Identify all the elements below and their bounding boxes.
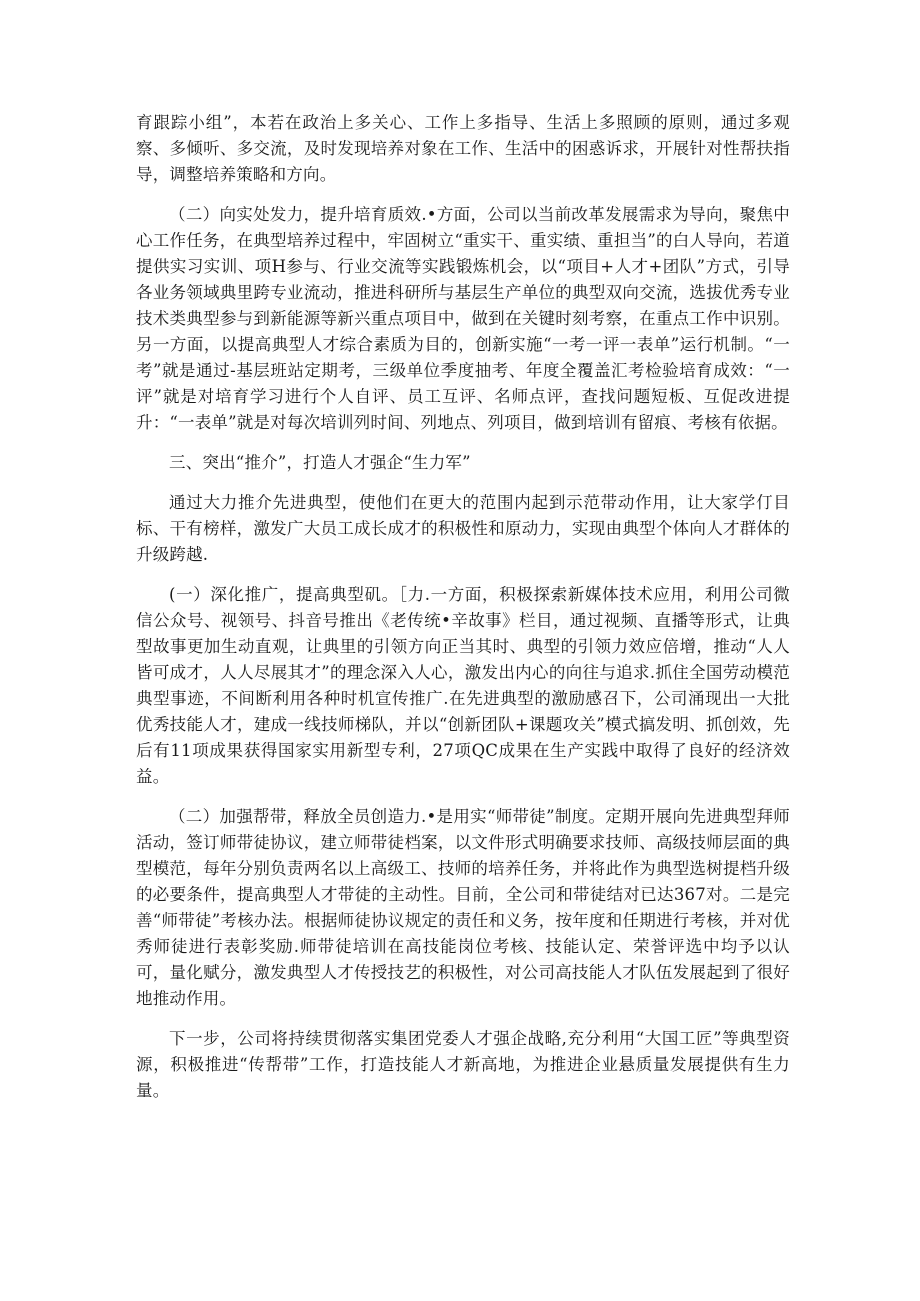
paragraph-next-step: 下一步，公司将持续贯彻落实集团党委人才强企战略,充分利用“大国工匠”等典型资源，积极推进“传帮带”工作，打造技能人才新高地，为推进企业悬质量发展提供有生力量。 (136, 1029, 790, 1100)
paragraph-deepen-promotion: (一）深化推广，提高典型矶。［力.一方面，积极探索新媒体技术应用，利用公司微信公众号、视领号、抖音号推出《老传统•辛故事》栏目，通过视频、直播等形式，让典型故事更加生动直观，让典里的引领方向正当其时、典型的引领力效应倍增，推动“人人皆可成才，人人尽展其才”的理念深入人心，激发出内心的向往与追求.抓住全国劳动模范典型事迹，不间断利用各种时机宣传推广.在先进典型的激励感召下，公司涌现出一大批优秀技能人才，建成一线技师梯队，并以“创新团队+课题攻关”模式搞发明、抓创效，先后有11项成果获得国家实用新型专利，27项QC成果在生产实践中取得了良好的经济效益。 (136, 585, 790, 786)
document-page (136, 110, 790, 1118)
section-heading-promotion: 三、突出“推介”，打造人才强企“生力军” (169, 453, 471, 472)
paragraph-practice-effect: （二）向实处发力，提升培育质效.•方面，公司以当前改革发展需求为导向，聚焦中心工作任务，在典型培养过程中，牢固树立“重实干、重实绩、重担当”的白人导向，若道提供实习实训、项H参与、行业交流等实践锻炼机会，以“项目+人才+团队”方式，引导各业务领域典里跨专业流动，推进科研所与基层生产单位的典型双向交流，选拔优秀专业技术类典型参与到新能源等新兴重点项目中，做到在关键时刻考察，在重点工作中识别。另一方面，以提高典型人才综合素质为目的，创新实施“一考一评一表单”运行机制。“一考”就是通过-基层班站定期考，三级单位季度抽考、年度全覆盖汇考检验培育成效：“一评”就是对培育学习进行个人自评、员工互评、名师点评，查找问题短板、互促改进提升：“一表单”就是对每次培训列时间、列地点、列项目，做到培训有留痕、考核有依据。 (136, 205, 790, 432)
paragraph-continuation: 育跟踪小组”，本若在政治上多关心、工作上多指导、生活上多照顾的原则，通过多观察、多倾听、多交流，及时发现培养对象在工作、生活中的困惑诉求，开展针对性帮扶指导，调整培养策略和方向。 (136, 113, 790, 184)
paragraph-mentoring: （二）加强帮带，释放全员创造力.•是用实“师带徒”制度。定期开展向先进典型拜师活动，签订师带徒协议，建立师带徒档案，以文件形式明确要求技师、高级技师层面的典型模范，每年分别负责两名以上高级工、技师的培养任务，并将此作为典型选树提档升级的必要条件，提高典型人才带徒的主动性。目前，全公司和带徒结对已达367对。二是完善“师带徒”考核办法。根据师徒协议规定的责任和义务，按年度和任期进行考核，并对优秀师徒进行表彰奖励.师带徒培训在高技能岗位考核、技能认定、荣誉评选中均予以认可，量化赋分，激发典型人才传授技艺的积极性，对公司高技能人才队伍发展起到了很好地推动作用。 (136, 807, 790, 1008)
paragraph-promotion-intro: 通过大力推介先进典型，使他们在更大的范围内起到示范带动作用，让大家学仃目标、干有榜样，激发广大员工成长成才的积极性和原动力，实现由典型个体向人才群体的升级跨越. (136, 493, 790, 564)
